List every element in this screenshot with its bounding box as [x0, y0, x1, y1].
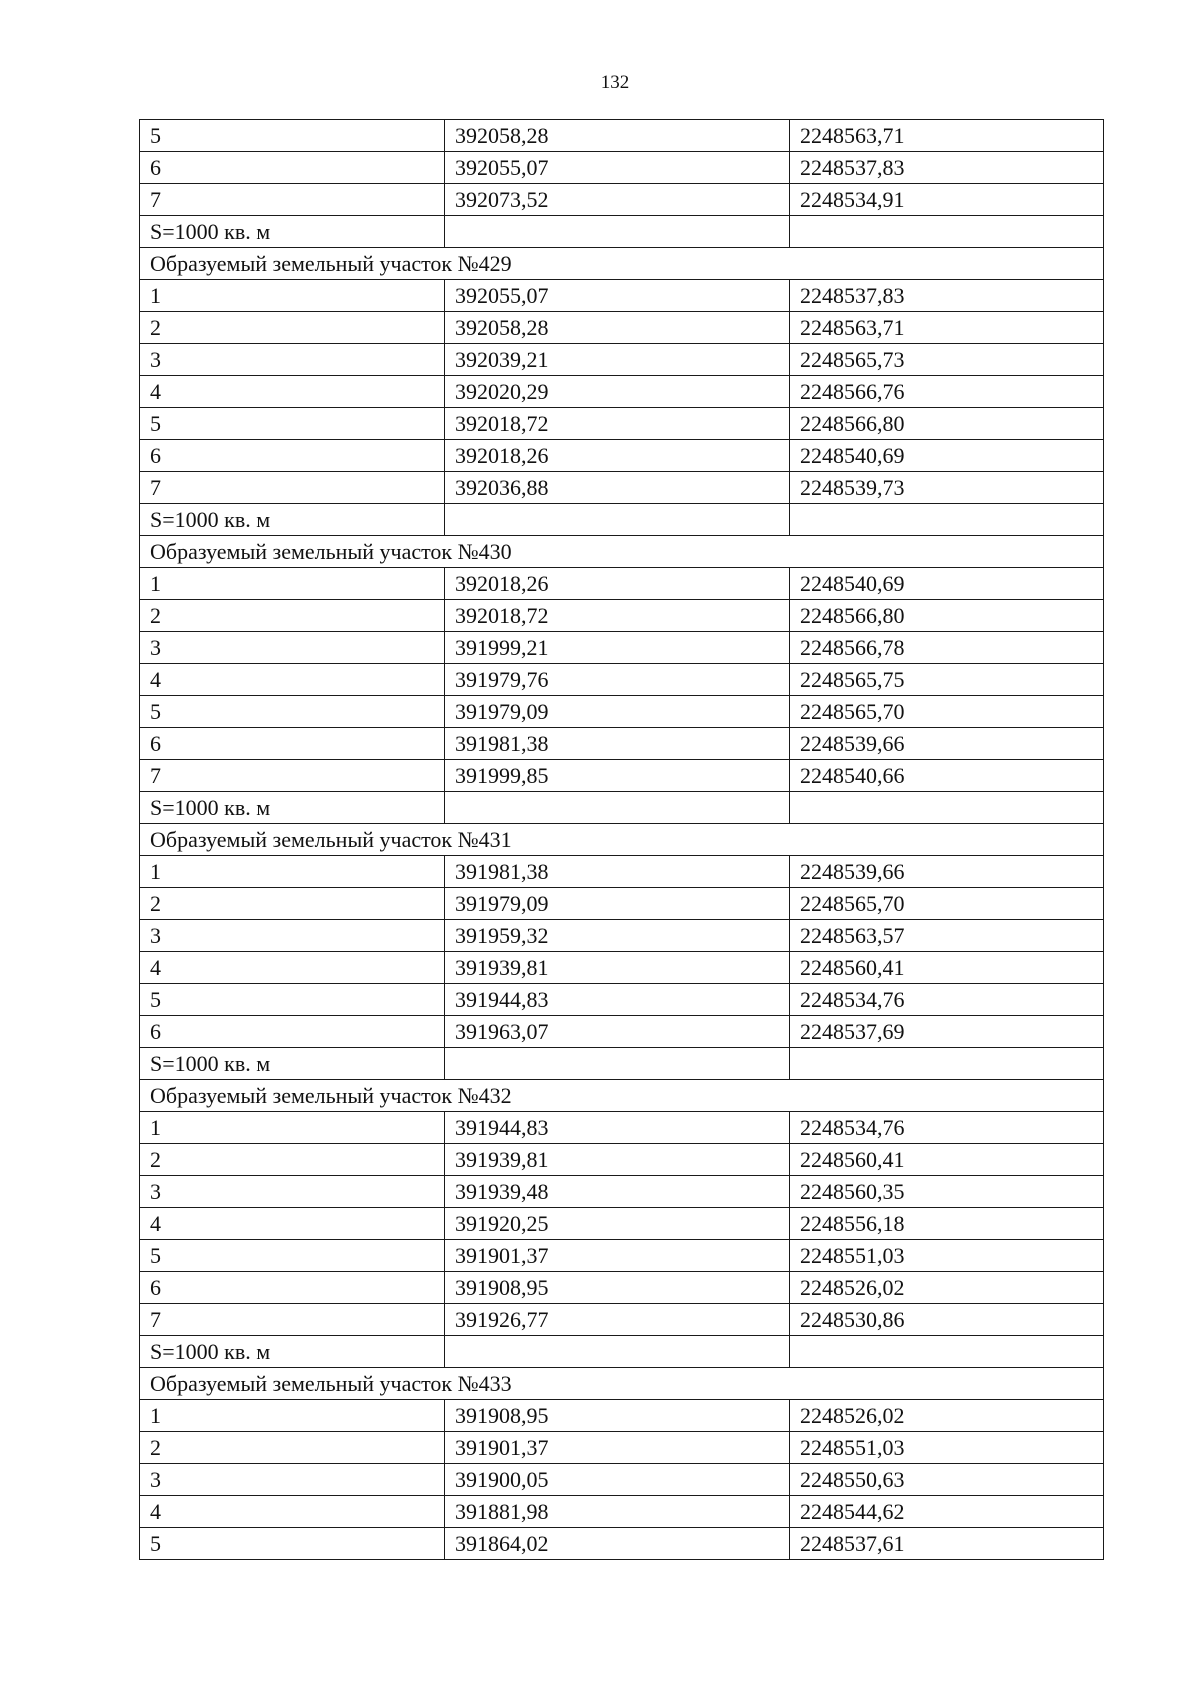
- y-coordinate-cell: 2248534,76: [790, 1112, 1104, 1144]
- table-row: [140, 888, 1104, 920]
- y-coordinate-cell: 2248526,02: [790, 1400, 1104, 1432]
- y-coordinate-cell: 2248540,69: [790, 440, 1104, 472]
- table-row: [140, 1208, 1104, 1240]
- parcel-header-row: [140, 824, 1104, 856]
- x-coordinate-cell: 392039,21: [445, 344, 790, 376]
- empty-cell: [445, 792, 790, 824]
- area-row: [140, 216, 1104, 248]
- x-coordinate-cell: 391920,25: [445, 1208, 790, 1240]
- point-number-cell: 3: [140, 632, 445, 664]
- x-coordinate-cell: 391908,95: [445, 1272, 790, 1304]
- y-coordinate-cell: 2248537,61: [790, 1528, 1104, 1560]
- point-number-cell: 5: [140, 408, 445, 440]
- x-coordinate-cell: 392020,29: [445, 376, 790, 408]
- empty-cell: [445, 1336, 790, 1368]
- table-row: [140, 184, 1104, 216]
- x-coordinate-cell: 391900,05: [445, 1464, 790, 1496]
- x-coordinate-cell: 391959,32: [445, 920, 790, 952]
- x-coordinate-cell: 392058,28: [445, 120, 790, 152]
- x-coordinate-cell: 391901,37: [445, 1432, 790, 1464]
- empty-cell: [790, 1048, 1104, 1080]
- x-coordinate-cell: 392018,26: [445, 440, 790, 472]
- x-coordinate-cell: 391939,81: [445, 952, 790, 984]
- parcel-header-row: [140, 1080, 1104, 1112]
- point-number-cell: 3: [140, 1464, 445, 1496]
- table-row: [140, 408, 1104, 440]
- parcel-header-row: [140, 536, 1104, 568]
- y-coordinate-cell: 2248565,73: [790, 344, 1104, 376]
- point-number-cell: 3: [140, 344, 445, 376]
- table-row: [140, 376, 1104, 408]
- parcel-header-cell: Образуемый земельный участок №429: [140, 248, 1104, 280]
- y-coordinate-cell: 2248526,02: [790, 1272, 1104, 1304]
- area-row: [140, 792, 1104, 824]
- x-coordinate-cell: 392018,72: [445, 600, 790, 632]
- y-coordinate-cell: 2248534,91: [790, 184, 1104, 216]
- table-row: [140, 1400, 1104, 1432]
- point-number-cell: 6: [140, 440, 445, 472]
- table-row: [140, 440, 1104, 472]
- table-row: [140, 1016, 1104, 1048]
- x-coordinate-cell: 392055,07: [445, 280, 790, 312]
- area-cell: S=1000 кв. м: [140, 504, 445, 536]
- table-row: [140, 1432, 1104, 1464]
- parcel-header-row: [140, 1368, 1104, 1400]
- empty-cell: [790, 792, 1104, 824]
- empty-cell: [445, 1048, 790, 1080]
- table-row: [140, 760, 1104, 792]
- point-number-cell: 7: [140, 472, 445, 504]
- point-number-cell: 1: [140, 280, 445, 312]
- y-coordinate-cell: 2248566,80: [790, 408, 1104, 440]
- point-number-cell: 5: [140, 1240, 445, 1272]
- area-row: [140, 1336, 1104, 1368]
- area-cell: S=1000 кв. м: [140, 1048, 445, 1080]
- y-coordinate-cell: 2248537,83: [790, 280, 1104, 312]
- y-coordinate-cell: 2248537,83: [790, 152, 1104, 184]
- x-coordinate-cell: 391963,07: [445, 1016, 790, 1048]
- table-row: [140, 856, 1104, 888]
- empty-cell: [445, 504, 790, 536]
- x-coordinate-cell: 391864,02: [445, 1528, 790, 1560]
- table-row: [140, 312, 1104, 344]
- x-coordinate-cell: 391944,83: [445, 984, 790, 1016]
- point-number-cell: 1: [140, 1400, 445, 1432]
- y-coordinate-cell: 2248565,70: [790, 888, 1104, 920]
- table-row: [140, 280, 1104, 312]
- point-number-cell: 5: [140, 120, 445, 152]
- y-coordinate-cell: 2248550,63: [790, 1464, 1104, 1496]
- y-coordinate-cell: 2248551,03: [790, 1432, 1104, 1464]
- table-row: [140, 696, 1104, 728]
- y-coordinate-cell: 2248540,66: [790, 760, 1104, 792]
- x-coordinate-cell: 392036,88: [445, 472, 790, 504]
- table-row: [140, 1464, 1104, 1496]
- y-coordinate-cell: 2248534,76: [790, 984, 1104, 1016]
- y-coordinate-cell: 2248565,70: [790, 696, 1104, 728]
- table-row: [140, 984, 1104, 1016]
- x-coordinate-cell: 392018,26: [445, 568, 790, 600]
- point-number-cell: 3: [140, 920, 445, 952]
- area-cell: S=1000 кв. м: [140, 216, 445, 248]
- point-number-cell: 6: [140, 1272, 445, 1304]
- y-coordinate-cell: 2248540,69: [790, 568, 1104, 600]
- point-number-cell: 4: [140, 1496, 445, 1528]
- table-row: [140, 952, 1104, 984]
- y-coordinate-cell: 2248539,66: [790, 856, 1104, 888]
- y-coordinate-cell: 2248544,62: [790, 1496, 1104, 1528]
- table-row: [140, 1176, 1104, 1208]
- table-row: [140, 632, 1104, 664]
- table-row: [140, 472, 1104, 504]
- point-number-cell: 2: [140, 312, 445, 344]
- point-number-cell: 7: [140, 184, 445, 216]
- point-number-cell: 4: [140, 952, 445, 984]
- parcel-header-cell: Образуемый земельный участок №433: [140, 1368, 1104, 1400]
- x-coordinate-cell: 391944,83: [445, 1112, 790, 1144]
- point-number-cell: 4: [140, 664, 445, 696]
- table-row: [140, 1272, 1104, 1304]
- table-row: [140, 1240, 1104, 1272]
- empty-cell: [790, 216, 1104, 248]
- point-number-cell: 6: [140, 152, 445, 184]
- x-coordinate-cell: 391981,38: [445, 856, 790, 888]
- area-cell: S=1000 кв. м: [140, 1336, 445, 1368]
- x-coordinate-cell: 392055,07: [445, 152, 790, 184]
- coordinates-table: [139, 119, 1104, 1560]
- table-row: [140, 1496, 1104, 1528]
- x-coordinate-cell: 391908,95: [445, 1400, 790, 1432]
- point-number-cell: 2: [140, 600, 445, 632]
- point-number-cell: 6: [140, 1016, 445, 1048]
- y-coordinate-cell: 2248566,78: [790, 632, 1104, 664]
- parcel-header-row: [140, 248, 1104, 280]
- point-number-cell: 7: [140, 1304, 445, 1336]
- x-coordinate-cell: 391979,76: [445, 664, 790, 696]
- table-row: [140, 920, 1104, 952]
- x-coordinate-cell: 391939,48: [445, 1176, 790, 1208]
- point-number-cell: 5: [140, 696, 445, 728]
- x-coordinate-cell: 392058,28: [445, 312, 790, 344]
- x-coordinate-cell: 391999,85: [445, 760, 790, 792]
- table-row: [140, 120, 1104, 152]
- point-number-cell: 5: [140, 1528, 445, 1560]
- point-number-cell: 3: [140, 1176, 445, 1208]
- point-number-cell: 6: [140, 728, 445, 760]
- table-row: [140, 344, 1104, 376]
- table-row: [140, 1112, 1104, 1144]
- y-coordinate-cell: 2248560,41: [790, 952, 1104, 984]
- y-coordinate-cell: 2248560,35: [790, 1176, 1104, 1208]
- y-coordinate-cell: 2248530,86: [790, 1304, 1104, 1336]
- area-row: [140, 1048, 1104, 1080]
- x-coordinate-cell: 391979,09: [445, 888, 790, 920]
- table-row: [140, 1528, 1104, 1560]
- y-coordinate-cell: 2248566,80: [790, 600, 1104, 632]
- y-coordinate-cell: 2248563,57: [790, 920, 1104, 952]
- y-coordinate-cell: 2248566,76: [790, 376, 1104, 408]
- area-cell: S=1000 кв. м: [140, 792, 445, 824]
- x-coordinate-cell: 391901,37: [445, 1240, 790, 1272]
- y-coordinate-cell: 2248560,41: [790, 1144, 1104, 1176]
- point-number-cell: 2: [140, 888, 445, 920]
- point-number-cell: 1: [140, 856, 445, 888]
- point-number-cell: 7: [140, 760, 445, 792]
- coordinates-table-body: [140, 120, 1104, 1560]
- y-coordinate-cell: 2248563,71: [790, 312, 1104, 344]
- x-coordinate-cell: 391926,77: [445, 1304, 790, 1336]
- parcel-header-cell: Образуемый земельный участок №432: [140, 1080, 1104, 1112]
- y-coordinate-cell: 2248551,03: [790, 1240, 1104, 1272]
- area-row: [140, 504, 1104, 536]
- x-coordinate-cell: 391981,38: [445, 728, 790, 760]
- parcel-header-cell: Образуемый земельный участок №430: [140, 536, 1104, 568]
- table-row: [140, 1304, 1104, 1336]
- x-coordinate-cell: 392018,72: [445, 408, 790, 440]
- y-coordinate-cell: 2248539,73: [790, 472, 1104, 504]
- table-row: [140, 600, 1104, 632]
- table-row: [140, 568, 1104, 600]
- point-number-cell: 4: [140, 1208, 445, 1240]
- table-row: [140, 152, 1104, 184]
- y-coordinate-cell: 2248556,18: [790, 1208, 1104, 1240]
- table-row: [140, 1144, 1104, 1176]
- table-row: [140, 664, 1104, 696]
- y-coordinate-cell: 2248539,66: [790, 728, 1104, 760]
- point-number-cell: 2: [140, 1432, 445, 1464]
- x-coordinate-cell: 391979,09: [445, 696, 790, 728]
- x-coordinate-cell: 392073,52: [445, 184, 790, 216]
- x-coordinate-cell: 391999,21: [445, 632, 790, 664]
- empty-cell: [790, 1336, 1104, 1368]
- empty-cell: [445, 216, 790, 248]
- point-number-cell: 4: [140, 376, 445, 408]
- point-number-cell: 2: [140, 1144, 445, 1176]
- page-number: 132: [600, 72, 630, 93]
- point-number-cell: 1: [140, 1112, 445, 1144]
- x-coordinate-cell: 391881,98: [445, 1496, 790, 1528]
- x-coordinate-cell: 391939,81: [445, 1144, 790, 1176]
- point-number-cell: 1: [140, 568, 445, 600]
- y-coordinate-cell: 2248565,75: [790, 664, 1104, 696]
- parcel-header-cell: Образуемый земельный участок №431: [140, 824, 1104, 856]
- point-number-cell: 5: [140, 984, 445, 1016]
- y-coordinate-cell: 2248537,69: [790, 1016, 1104, 1048]
- y-coordinate-cell: 2248563,71: [790, 120, 1104, 152]
- empty-cell: [790, 504, 1104, 536]
- table-row: [140, 728, 1104, 760]
